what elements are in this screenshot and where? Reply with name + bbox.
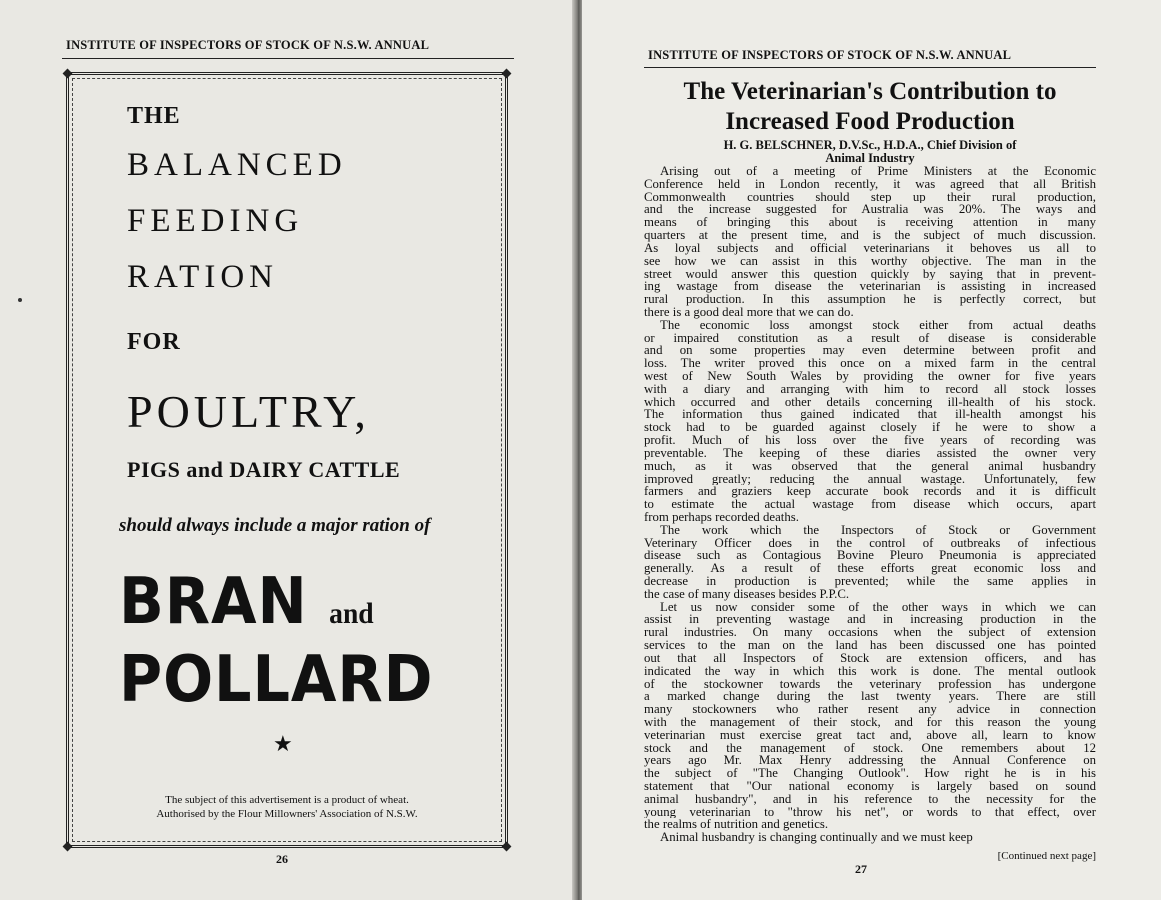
page-number-left: 26 bbox=[276, 852, 288, 866]
star-ornament: ★ bbox=[273, 731, 293, 756]
ad-headline-pigs-dairy: PIGS and DAIRY CATTLE bbox=[127, 457, 401, 482]
body-line: there is a good deal more that we can do. bbox=[644, 305, 854, 319]
corner-ornament bbox=[502, 69, 512, 79]
body-line: Arising out of a meeting of Prime Ministers at the Economic bbox=[660, 165, 1096, 178]
body-line: veterinarian must exercise great tact and, above all, learn to know bbox=[644, 728, 1096, 742]
running-head-right: INSTITUTE OF INSPECTORS OF STOCK OF N.S.W. ANNUAL bbox=[648, 48, 1012, 62]
corner-ornament bbox=[502, 842, 512, 852]
body-line: which occurred and other details concerning ill-health of his stock. bbox=[644, 395, 1096, 409]
right-page bbox=[582, 0, 1161, 900]
ad-pollard: POLLARD bbox=[119, 643, 434, 717]
body-line: As loyal subjects and official veterinarians it behoves us all to bbox=[644, 241, 1096, 255]
body-line: animal husbandry", and in his reference to the necessity for the bbox=[644, 792, 1096, 806]
body-line: preventable. The keeping of these diaries assisted the owner very bbox=[644, 446, 1096, 460]
body-line: improved greatly; reducing the annual wastage. Unfortunately, few bbox=[644, 472, 1096, 486]
body-line: statement that "Our national economy is largely based on sound bbox=[644, 780, 1096, 793]
body-line: and the increase suggested for Australia was 20%. The ways and bbox=[644, 203, 1096, 217]
body-line: disease such as Contagious Bovine Pleuro Pneumonia is appreciated bbox=[644, 549, 1096, 563]
left-page bbox=[0, 0, 575, 900]
body-line: rural production. In this assumption he is perfectly correct, but bbox=[644, 293, 1096, 306]
body-line: stock had to be guarded against closely if he were to show a bbox=[644, 421, 1096, 435]
body-line: Let us now consider some of the other ways in which we can bbox=[660, 600, 1096, 614]
body-line: profit. Much of his loss over the five years of recording was bbox=[644, 434, 1096, 447]
ad-and: and bbox=[329, 597, 374, 630]
body-line: from perhaps recorded deaths. bbox=[644, 510, 799, 524]
ad-tagline: should always include a major ration of bbox=[119, 515, 431, 536]
body-line: means of bringing this about is receiving attention in many bbox=[644, 216, 1096, 230]
ad-headline-feeding: FEEDING bbox=[127, 203, 304, 239]
body-line: decrease in production is prevented; while the same applies in bbox=[644, 575, 1096, 588]
advertisement-frame bbox=[66, 72, 508, 848]
body-line: indicated the way in which this work is done. The mental outlook bbox=[644, 664, 1096, 678]
body-line: much, as it was observed that the general animal husbandry bbox=[644, 459, 1096, 473]
ad-headline-balanced: BALANCED bbox=[127, 147, 347, 183]
ad-footnote-line-1: The subject of this advertisement is a product of wheat. bbox=[165, 794, 409, 806]
body-line: generally. As a result of these efforts great economic loss and bbox=[644, 562, 1096, 575]
body-line: see how we can assist in this worthy objective. The man in the bbox=[644, 254, 1096, 268]
body-line: The work which the Inspectors of Stock or Government bbox=[660, 523, 1096, 537]
corner-ornament bbox=[63, 842, 73, 852]
body-line: a marked change during the last twenty years. There are still bbox=[644, 690, 1096, 704]
body-line: rural industries. On many occasions when the subject of extension bbox=[644, 626, 1096, 640]
ad-headline-ration: RATION bbox=[127, 259, 278, 295]
body-line: young veterinarian to "throw his net", or words to that effect, over bbox=[644, 805, 1096, 819]
body-line: west of New South Wales by providing the owner for five years bbox=[644, 370, 1096, 383]
corner-ornament bbox=[63, 69, 73, 79]
body-line: years ago Mr. Max Henry addressing the Annual Conference on bbox=[644, 754, 1096, 768]
body-line: Conference held in London recently, it was agreed that all British bbox=[644, 177, 1096, 191]
continued-notice: [Continued next page] bbox=[997, 850, 1096, 862]
body-line: farmers and graziers keep accurate book records and it is difficult bbox=[644, 485, 1096, 499]
article-body bbox=[644, 165, 1096, 844]
page-number-right: 27 bbox=[855, 862, 867, 876]
body-line: assist in preventing wastage and in increasing production in the bbox=[644, 613, 1096, 627]
ad-headline-for: FOR bbox=[127, 329, 181, 355]
body-line: or impaired constitution as a result of disease is considerable bbox=[644, 331, 1096, 345]
body-line: with the management of their stock, and for this reason the young bbox=[644, 715, 1096, 729]
article-title-line-2: Increased Food Production bbox=[725, 108, 1015, 135]
ad-bran-line bbox=[119, 565, 374, 639]
body-line: street would answer this question quickly by saying that in prevent- bbox=[644, 267, 1096, 281]
body-line: Veterinary Officer does in the control of outbreaks of infectious bbox=[644, 536, 1096, 550]
byline-division: Animal Industry bbox=[825, 151, 915, 165]
body-line: with a diary and arranging with him to record all stock losses bbox=[644, 382, 1096, 396]
ad-footnote-line-2: Authorised by the Flour Millowners' Association of N.S.W. bbox=[156, 808, 418, 820]
body-line: quarters at the present time, and is the subject of much discussion. bbox=[644, 229, 1096, 242]
body-line: The economic loss amongst stock either from actual deaths bbox=[660, 318, 1096, 332]
header-rule-right bbox=[644, 67, 1096, 68]
body-line: the realms of nutrition and genetics. bbox=[644, 818, 829, 832]
body-line: Animal husbandry is changing continually and we must keep bbox=[660, 831, 973, 845]
body-line: services to the man on the land has been discussed one has pointed bbox=[644, 639, 1096, 652]
ad-bran: BRAN bbox=[119, 565, 308, 639]
body-line: of the stockowner towards the veterinary profession has undergone bbox=[644, 677, 1096, 691]
body-line: the subject of "The Changing Outlook". How right he is in his bbox=[644, 767, 1096, 780]
body-line: stock and the management of stock. One remembers about 12 bbox=[644, 741, 1096, 755]
body-line: The information thus gained indicated that ill-health amongst his bbox=[644, 408, 1096, 422]
ad-headline-poultry: POULTRY, bbox=[127, 386, 370, 437]
ad-headline-the: THE bbox=[127, 103, 181, 129]
body-line: many stockowners who rather resent any advice in connection bbox=[644, 703, 1096, 716]
header-rule-left bbox=[62, 58, 514, 59]
body-line: the case of many diseases besides P.P.C. bbox=[644, 587, 850, 601]
body-line: out that all Inspectors of Stock are extension officers, and has bbox=[644, 651, 1096, 665]
article-title-line-1: The Veterinarian's Contribution to bbox=[683, 78, 1057, 105]
running-head-left: INSTITUTE OF INSPECTORS OF STOCK OF N.S.W. ANNUAL bbox=[66, 38, 430, 52]
body-line: loss. The writer proved this once on a mixed farm in the central bbox=[644, 357, 1096, 370]
byline-author: H. G. BELSCHNER, D.V.Sc., H.D.A., Chief Division of bbox=[723, 138, 1017, 152]
page-mark-dot bbox=[18, 298, 22, 302]
body-line: Commonwealth countries should step up their rural production, bbox=[644, 190, 1096, 204]
body-line: ing wastage from disease the veterinarian is assisting in increased bbox=[644, 280, 1096, 294]
body-line: and on some properties may even determine between profit and bbox=[644, 344, 1096, 358]
body-line: to estimate the actual wastage from disease which occurs, apart bbox=[644, 498, 1096, 511]
